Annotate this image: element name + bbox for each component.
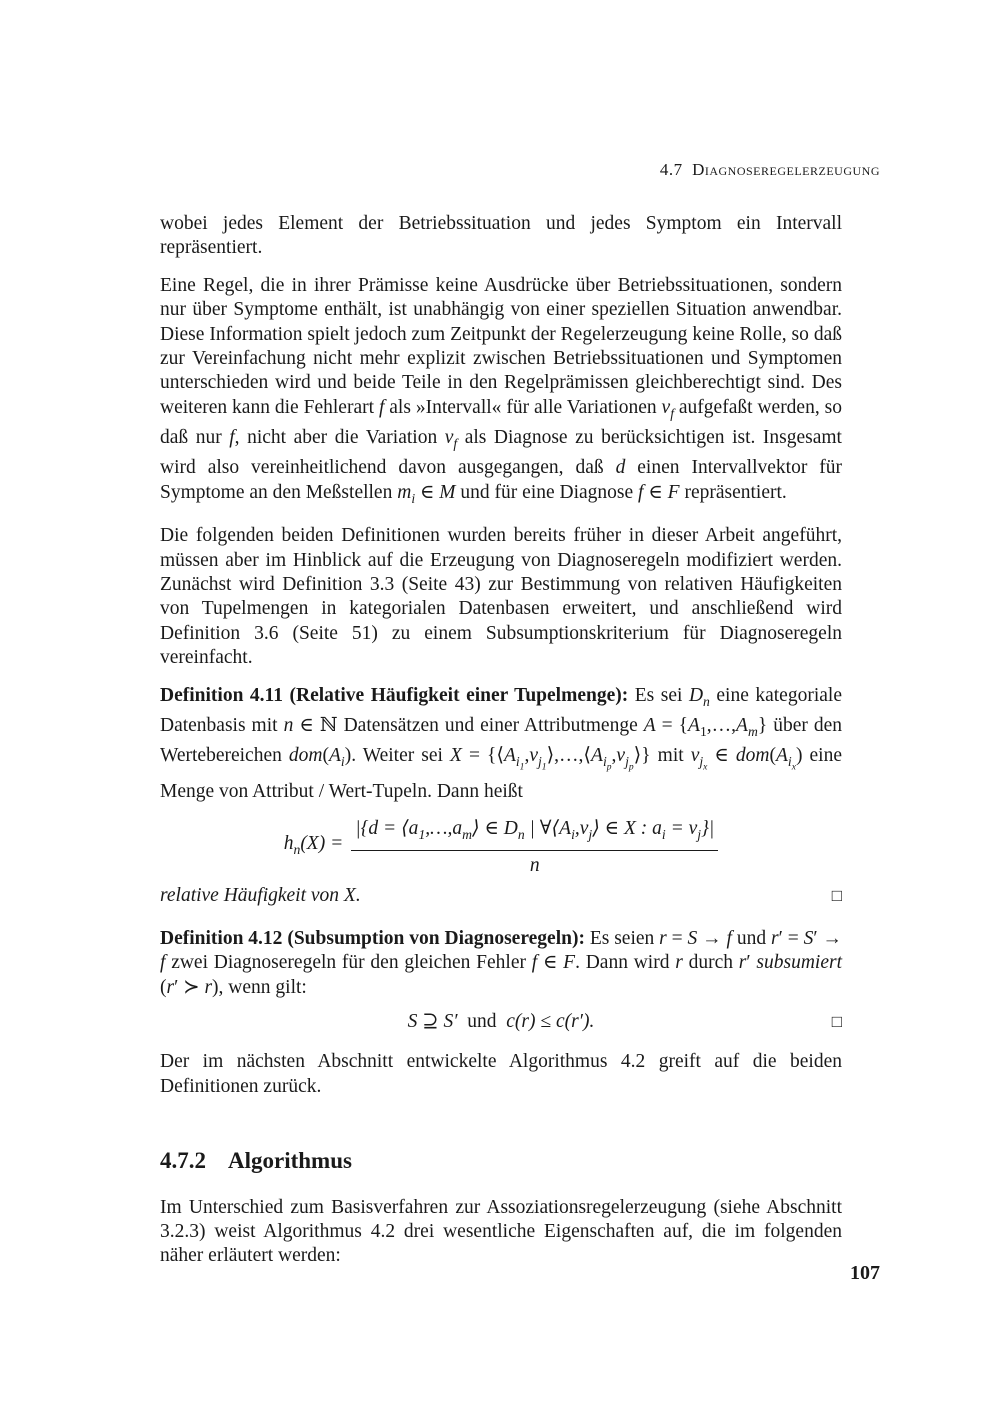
- page-body: [160, 212, 842, 1282]
- formula-relative-frequency: $h_n(X)$ = $\frac{|\{d = ⟨a_1,\dots,a_m⟩ \in D_n | \forall⟨A_i,v_j⟩ \in X : a_i = v_j\}|}{n}$: [160, 817, 842, 879]
- definition-4-11: Definition 4.11 (Relative Häufigkeit einer Tupelmenge): Es sei $D_n$ eine kategoriale Datenbasis mit n ∈ ℕ Datensätzen und einer Attributmenge $A = \{A_1,\dots,A_m\}$ über den Wertebereichen $dom(A_i)$. Weiter sei $X = \{⟨A_{i_1},v_{j_1}⟩,\dots,⟨A_{i_p},v_{j_p}⟩\}$ mit $v_{j_x}$ ∈ $dom(A_{i_x})$ eine Menge von Attribut / Wert-Tupeln. Dann heißt: [160, 684, 842, 803]
- formula-subsumption: S ⊇ S′ und c(r) ≤ c(r′). □: [160, 1010, 842, 1034]
- running-header: [160, 160, 880, 180]
- subsection-number: 4.7.2: [160, 1148, 206, 1174]
- header-section-number: 4.7: [659, 160, 683, 179]
- subsection-title: Algorithmus: [228, 1148, 352, 1174]
- definition-label: Definition 4.11: [160, 684, 283, 706]
- definition-title: (Subsumption von Diagnoseregeln):: [287, 927, 585, 949]
- paragraph-1: wobei jedes Element der Betriebssituation und jedes Symptom ein Intervall repräsentiert.: [160, 213, 842, 259]
- definition-label: Definition 4.12: [160, 927, 283, 949]
- qed-mark: □: [831, 1011, 842, 1031]
- paragraph-4: Der im nächsten Abschnitt entwickelte Algorithmus 4.2 greift auf die beiden Definitionen zurück.: [160, 1051, 842, 1097]
- paragraph-3: Die folgenden beiden Definitionen wurden bereits früher in dieser Arbeit angeführt, müssen aber im Hinblick auf die Erzeugung von Diagnoseregeln modifiziert werden. Zunächst wird Definition 3.3 (Seite 43) zur Bestimmung von relativen Häufigkeiten von Tupelmengen in kategorialen Datenbasen erweitert, und anschließend wird Definition 3.6 (Seite 51) zu einem Subsumptionskriterium für Diagnoseregeln vereinfacht.: [160, 525, 842, 669]
- paragraph-2: Eine Regel, die in ihrer Prämisse keine Ausdrücke über Betriebssituationen, sondern nur über Symptome enthält, ist unabhängig von einer speziellen Situation anwendbar. Diese Information spielt jedoch zum Zeitpunkt der Regelerzeugung keine Rolle, so daß zur Vereinfachung nicht mehr explizit zwischen Betriebssituationen und Symptomen unterschieden wird und beide Teile in den Regelprämissen gleichberechtigt sind. Des weiteren kann die Fehlerart f als »Intervall« für alle Variationen $v_f$ aufgefaßt werden, so daß nur f, nicht aber die Variation $v_f$ als Diagnose zu berücksichtigen ist. Insgesamt wird also vereinheitlichend davon ausgegangen, daß d einen Intervallvektor für Symptome an den Meßstellen $m_i$ ∈ M und für eine Diagnose f ∈ F repräsentiert.: [160, 274, 842, 506]
- subsection-heading: [160, 1149, 842, 1173]
- qed-mark: □: [831, 886, 842, 906]
- page-number: 107: [850, 1262, 880, 1284]
- paragraph-5: Im Unterschied zum Basisverfahren zur Assoziationsregelerzeugung (siehe Abschnitt 3.2.3) weist Algorithmus 4.2 drei wesentliche Eigenschaften auf, die im folgenden näher erläutert werden:: [160, 1196, 842, 1267]
- definition-4-11-conclusion: relative Häufigkeit von X. □: [160, 884, 842, 908]
- definition-4-12: Definition 4.12 (Subsumption von Diagnoseregeln): Es seien r = S → f und r′ = S′ → f zwei Diagnoseregeln für den gleichen Fehler f ∈ F. Dann wird r durch r′ subsumiert (r′ ≻ r), wenn gilt:: [160, 927, 843, 998]
- header-section-title: Diagnoseregelerzeugung: [692, 160, 880, 179]
- definition-title: (Relative Häufigkeit einer Tupelmenge):: [289, 684, 629, 706]
